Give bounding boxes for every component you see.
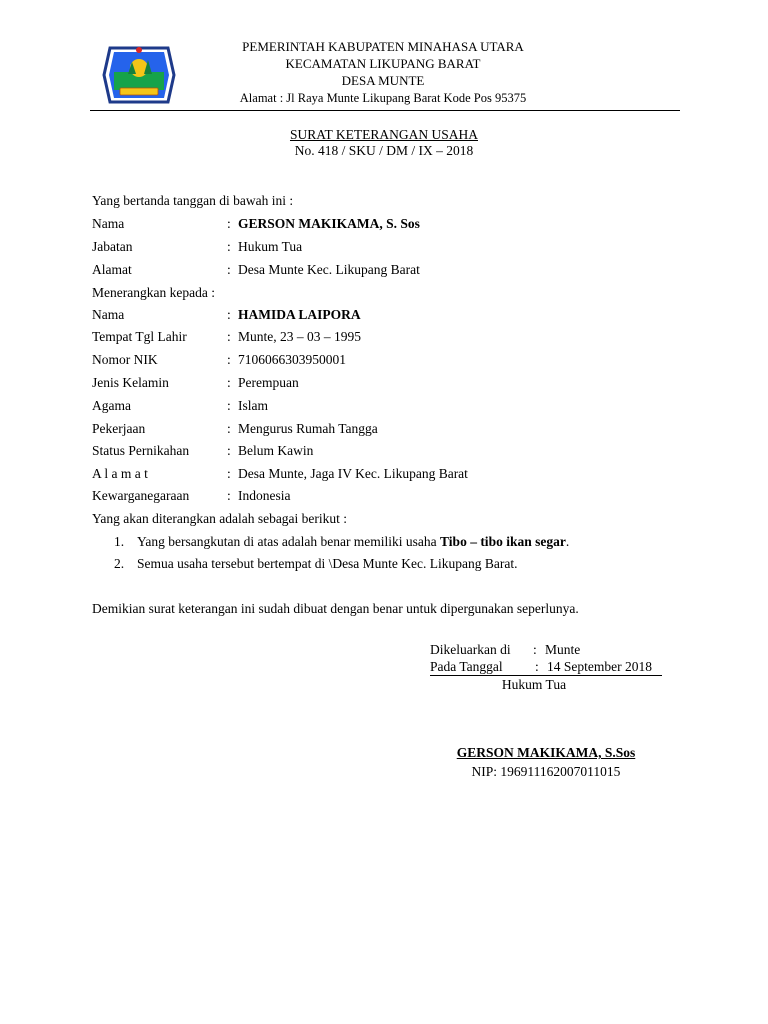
subject-marital-value: Belum Kawin xyxy=(238,443,314,458)
business-type: Tibo – tibo ikan segar xyxy=(440,534,566,549)
subject-job-value: Mengurus Rumah Tangga xyxy=(238,421,378,436)
letterhead-village: DESA MUNTE xyxy=(341,73,425,88)
colon: : xyxy=(227,216,231,231)
colon: : xyxy=(227,488,231,503)
subject-gender-value: Perempuan xyxy=(238,375,299,390)
signatory-name: GERSON MAKIKAMA, S.Sos xyxy=(456,745,636,760)
statement-item-2: Semua usaha tersebut bertempat di \Desa Munte Kec. Likupang Barat. xyxy=(137,556,518,571)
closing-text: Demikian surat keterangan ini sudah dibuat dengan benar untuk dipergunakan seperlunya. xyxy=(92,601,579,616)
subject-citizenship-label: Kewarganegaraan xyxy=(92,488,190,503)
colon: : xyxy=(227,329,231,344)
subject-address-value: Desa Munte, Jaga IV Kec. Likupang Barat xyxy=(238,466,468,481)
letterhead-district: KECAMATAN LIKUPANG BARAT xyxy=(285,56,481,71)
subject-birth-label: Tempat Tgl Lahir xyxy=(92,329,187,344)
subject-nik-label: Nomor NIK xyxy=(92,352,158,367)
statement-text: . xyxy=(565,534,570,549)
subject-nik-value: 7106066303950001 xyxy=(238,352,346,367)
document-title: SURAT KETERANGAN USAHA xyxy=(289,127,478,142)
subject-citizenship-value: Indonesia xyxy=(238,488,291,503)
issued-office: Hukum Tua xyxy=(501,677,567,692)
statement-number: 1. xyxy=(114,534,125,549)
signer-address-value: Desa Munte Kec. Likupang Barat xyxy=(238,262,420,277)
colon: : xyxy=(227,262,231,277)
colon: : xyxy=(227,443,231,458)
subject-marital-label: Status Pernikahan xyxy=(92,443,190,458)
statement-intro: Yang akan diterangkan adalah sebagai berikut : xyxy=(92,511,348,526)
subject-birth-value: Munte, 23 – 03 – 1995 xyxy=(238,329,361,344)
subject-religion-label: Agama xyxy=(92,398,131,413)
statement-text: Yang bersangkutan di atas adalah benar memiliki usaha xyxy=(137,534,441,549)
issued-place-value: Munte xyxy=(545,642,581,657)
colon: : xyxy=(533,642,537,657)
signer-name-label: Nama xyxy=(92,216,125,231)
subject-address-label: A l a m a t xyxy=(92,466,148,481)
signer-position-label: Jabatan xyxy=(92,239,133,254)
signer-address-label: Alamat xyxy=(92,262,132,277)
letterhead-address: Alamat : Jl Raya Munte Likupang Barat Kode Pos 95375 xyxy=(239,91,527,105)
colon: : xyxy=(227,466,231,481)
statement-item-1 xyxy=(137,534,569,550)
explains-to-text: Menerangkan kepada : xyxy=(92,285,215,300)
issued-place-label: Dikeluarkan di xyxy=(430,642,511,657)
subject-job-label: Pekerjaan xyxy=(92,421,146,436)
subject-gender-label: Jenis Kelamin xyxy=(92,375,169,390)
colon: : xyxy=(227,307,231,322)
subject-name-value: HAMIDA LAIPORA xyxy=(238,307,361,322)
colon: : xyxy=(227,352,231,367)
signer-name-value: GERSON MAKIKAMA, S. Sos xyxy=(238,216,420,231)
issued-date-label: Pada Tanggal xyxy=(430,659,503,674)
colon: : xyxy=(535,659,539,674)
signatory-nip: NIP: 196911162007011015 xyxy=(471,764,621,779)
subject-religion-value: Islam xyxy=(238,398,268,413)
signer-position-value: Hukum Tua xyxy=(238,239,303,254)
colon: : xyxy=(227,239,231,254)
letterhead-government: PEMERINTAH KABUPATEN MINAHASA UTARA xyxy=(242,39,524,54)
letterhead-divider xyxy=(90,110,680,111)
document-number: No. 418 / SKU / DM / IX – 2018 xyxy=(294,143,474,158)
statement-number: 2. xyxy=(114,556,125,571)
issued-date-value: 14 September 2018 xyxy=(547,659,652,674)
regency-crest-icon xyxy=(102,40,176,110)
letterhead xyxy=(190,0,576,110)
subject-name-label: Nama xyxy=(92,307,125,322)
colon: : xyxy=(227,398,231,413)
issued-divider xyxy=(430,675,662,676)
colon: : xyxy=(227,421,231,436)
colon: : xyxy=(227,375,231,390)
intro-text: Yang bertanda tanggan di bawah ini : xyxy=(92,193,294,208)
